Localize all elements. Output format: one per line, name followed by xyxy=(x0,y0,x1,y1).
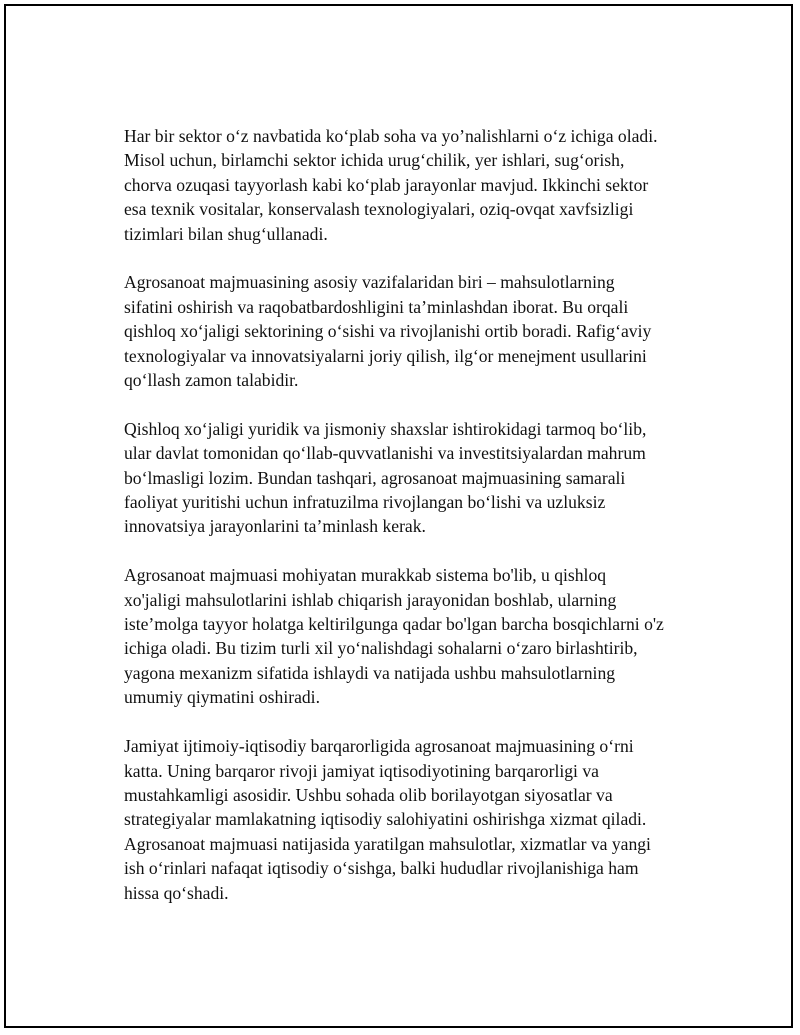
paragraph-5 xyxy=(124,734,704,905)
text-line: faoliyat yuritishi uchun infratuzilma rivojlangan bo‘lishi va uzluksiz xyxy=(124,492,606,513)
text-line: tizimlari bilan shug‘ullanadi. xyxy=(124,223,328,244)
text-line: Agrosanoat majmuasi natijasida yaratilgan mahsulotlar, xizmatlar va yangi xyxy=(124,833,651,854)
text-line: xo'jaligi mahsulotlarini ishlab chiqarish jarayonidan boshlab, ularning xyxy=(124,589,617,610)
paragraph-1 xyxy=(124,124,704,246)
text-line: strategiyalar mamlakatning iqtisodiy salohiyatini oshirishga xizmat qiladi. xyxy=(124,809,647,830)
page-frame xyxy=(4,4,793,1028)
text-line: Agrosanoat majmuasi mohiyatan murakkab sistema bo'lib, u qishloq xyxy=(124,565,607,586)
text-line: hissa qo‘shadi. xyxy=(124,882,229,903)
paragraph-2 xyxy=(124,270,704,392)
text-line: Agrosanoat majmuasining asosiy vazifalaridan biri – mahsulotlarning xyxy=(124,272,615,293)
text-line: katta. Uning barqaror rivoji jamiyat iqtisodiyotining barqarorligi va xyxy=(124,760,599,781)
text-line: esa texnik vositalar, konservalash texnologiyalari, oziq-ovqat xavfsizligi xyxy=(124,199,634,220)
text-line: ish o‘rinlari nafaqat iqtisodiy o‘sishga, balki hududlar rivojlanishiga ham xyxy=(124,858,639,879)
text-line: sifatini oshirish va raqobatbardoshligini ta’minlashdan iborat. Bu orqali xyxy=(124,296,629,317)
text-line: umumiy qiymatini oshiradi. xyxy=(124,687,320,708)
document-body xyxy=(124,124,704,929)
paragraph-3 xyxy=(124,417,704,539)
text-line: Qishloq xo‘jaligi yuridik va jismoniy shaxslar ishtirokidagi tarmoq bo‘lib, xyxy=(124,418,647,439)
text-line: Har bir sektor o‘z navbatida ko‘plab soha va yo’nalishlarni o‘z ichiga oladi. xyxy=(124,126,658,146)
text-line: chorva ozuqasi tayyorlash kabi ko‘plab jarayonlar mavjud. Ikkinchi sektor xyxy=(124,174,649,195)
text-line: ichiga oladi. Bu tizim turli xil yo‘nalishdagi sohalarni o‘zaro birlashtirib, xyxy=(124,638,638,659)
text-line: ular davlat tomonidan qo‘llab-quvvatlanishi va investitsiyalardan mahrum xyxy=(124,443,646,464)
text-line: qishloq xo‘jaligi sektorining o‘sishi va rivojlanishi ortib boradi. Rafig‘aviy xyxy=(124,321,652,342)
text-line: Jamiyat ijtimoiy-iqtisodiy barqarorligida agrosanoat majmuasining o‘rni xyxy=(124,736,634,757)
text-line: iste’molga tayyor holatga keltirilgunga qadar bo'lgan barcha bosqichlarni o'z xyxy=(124,614,664,635)
text-line: bo‘lmasligi lozim. Bundan tashqari, agrosanoat majmuasining samarali xyxy=(124,467,626,488)
text-line: texnologiyalar va innovatsiyalarni joriy qilish, ilg‘or menejment usullarini xyxy=(124,345,647,366)
text-line: mustahkamligi asosidir. Ushbu sohada olib borilayotgan siyosatlar va xyxy=(124,784,613,805)
text-line: Misol uchun, birlamchi sektor ichida urug‘chilik, yer ishlari, sug‘orish, xyxy=(124,150,625,171)
paragraph-4 xyxy=(124,563,704,709)
text-line: yagona mexanizm sifatida ishlaydi va natijada ushbu mahsulotlarning xyxy=(124,662,616,683)
text-line: qo‘llash zamon talabidir. xyxy=(124,370,299,391)
text-line: innovatsiya jarayonlarini ta’minlash kerak. xyxy=(124,516,426,537)
